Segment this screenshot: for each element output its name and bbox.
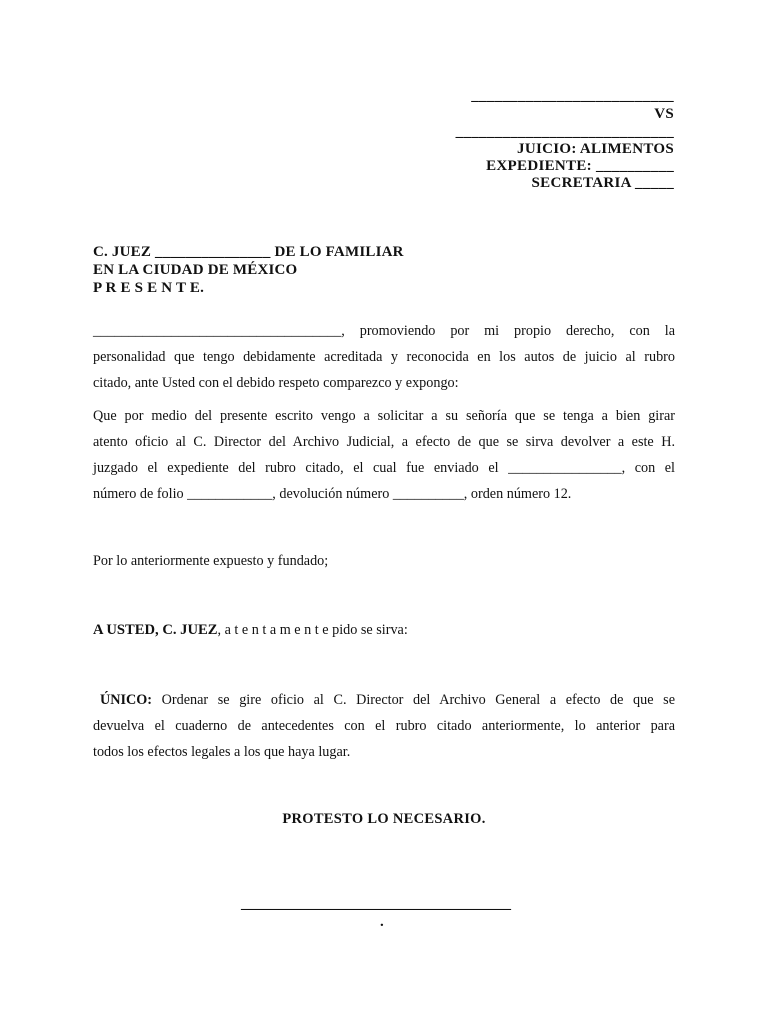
- header-secretaria: SECRETARIA _____: [531, 175, 674, 191]
- paragraph-line: todos los efectos legales a los que haya lugar.: [93, 744, 351, 760]
- paragraph-line: personalidad que tengo debidamente acreditada y reconocida en los autos de juicio al rubro: [93, 349, 675, 365]
- a-usted-bold: A USTED, C. JUEZ: [93, 622, 218, 638]
- protesto-heading: PROTESTO LO NECESARIO.: [282, 811, 486, 827]
- a-usted-rest: , a t e n t a m e n t e pido se sirva:: [217, 622, 408, 638]
- paragraph-line: [93, 687, 675, 713]
- signature-line: ____________________________________: [241, 896, 511, 912]
- paragraph-line: citado, ante Usted con el debido respeto comparezco y expongo:: [93, 375, 459, 391]
- addressee-judge: C. JUEZ _______________ DE LO FAMILIAR: [93, 244, 404, 260]
- header-juicio: JUICIO: ALIMENTOS: [517, 141, 674, 157]
- signature-dot: .: [380, 914, 384, 930]
- paragraph-line: atento oficio al C. Director del Archivo Judicial, a efecto de que se sirva devolver a este H.: [93, 434, 675, 450]
- paragraph-a-usted: [93, 622, 408, 639]
- paragraph-expuesto: Por lo anteriormente expuesto y fundado;: [93, 553, 329, 569]
- paragraph-unico: [93, 687, 675, 765]
- paragraph-promoviendo: [93, 318, 675, 396]
- paragraph-line: ___________________________________, promoviendo por mi propio derecho, con la: [93, 323, 675, 339]
- paragraph-solicitud: [93, 403, 675, 507]
- header-line-party1: __________________________: [471, 88, 674, 104]
- unico-label: ÚNICO:: [100, 692, 153, 708]
- paragraph-line: devuelva el cuaderno de antecedentes con el rubro citado anteriormente, lo anterior para: [93, 718, 675, 734]
- addressee-city: EN LA CIUDAD DE MÉXICO: [93, 262, 298, 278]
- header-vs: VS: [654, 106, 674, 122]
- unico-text: Ordenar se gire oficio al C. Director del Archivo General a efecto de que se: [152, 692, 675, 708]
- addressee-presente: P R E S E N T E.: [93, 280, 205, 296]
- paragraph-line: número de folio ____________, devolución número __________, orden número 12.: [93, 486, 572, 502]
- paragraph-line: juzgado el expediente del rubro citado, el cual fue enviado el ________________, con el: [93, 460, 675, 476]
- header-line-party2: ____________________________: [455, 124, 674, 140]
- header-expediente: EXPEDIENTE: __________: [486, 158, 674, 174]
- paragraph-line: Que por medio del presente escrito vengo a solicitar a su señoría que se tenga a bien girar: [93, 408, 675, 424]
